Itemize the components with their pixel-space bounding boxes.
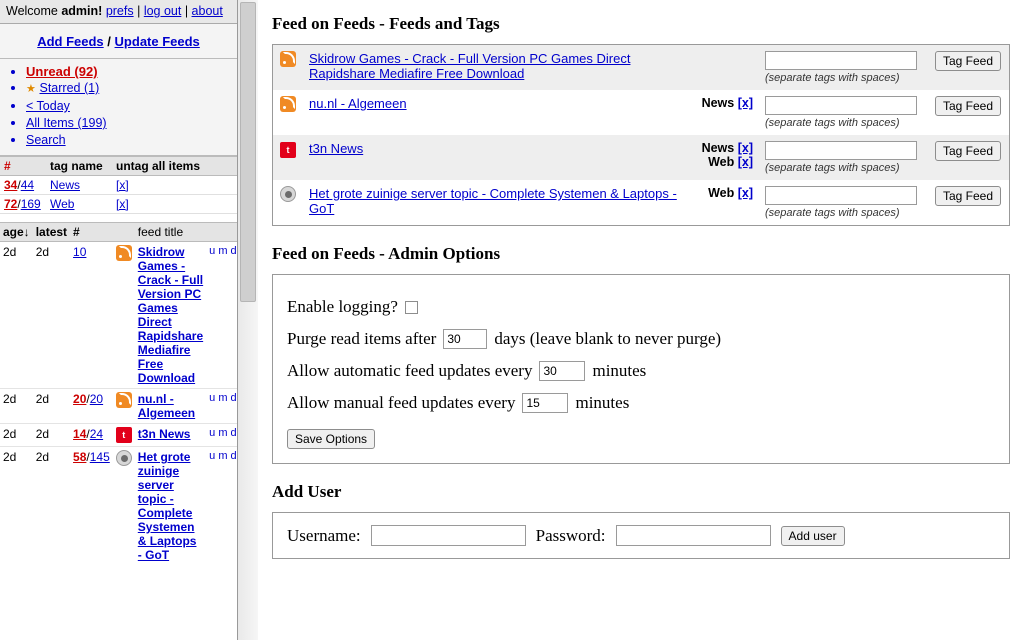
tag-hint: (separate tags with spaces)	[765, 117, 900, 129]
feed-age: 2d	[0, 389, 33, 424]
prefs-link[interactable]: prefs	[105, 4, 134, 18]
feed-latest: 2d	[33, 242, 70, 389]
feed-title	[135, 389, 206, 424]
sidebar-item-unread[interactable]	[26, 64, 237, 79]
feed-tag-remove[interactable]: [x]	[737, 186, 753, 200]
auto-update-row	[287, 361, 995, 381]
welcome-username: admin!	[61, 4, 103, 18]
tag-name-link[interactable]: News	[50, 178, 81, 192]
tag-hint: (separate tags with spaces)	[765, 162, 900, 174]
welcome-bar: Welcome admin! prefs | log out | about	[0, 0, 237, 24]
sidebar-item-unread-label[interactable]: Unread (92)	[26, 64, 98, 79]
admin-options-title: Feed on Feeds - Admin Options	[272, 244, 501, 263]
feed-title	[303, 45, 696, 90]
username-label: Username:	[287, 525, 361, 545]
password-input[interactable]	[616, 525, 771, 546]
add-feeds-link[interactable]: Add Feeds	[37, 34, 104, 49]
feed-total-count[interactable]: 20	[89, 392, 104, 406]
feed-tag-list	[696, 180, 759, 225]
sidebar-item-today[interactable]	[26, 98, 237, 114]
tag-name	[46, 195, 112, 214]
feed-title-link[interactable]: t3n News	[137, 427, 191, 441]
sidebar-item-all-items-label[interactable]: All Items (199)	[26, 116, 107, 130]
feed-counts: 58/145	[73, 450, 110, 464]
purge-row	[287, 329, 995, 349]
tag-input[interactable]	[765, 96, 917, 115]
tag-total-count[interactable]: 44	[20, 178, 35, 192]
feed-age: 2d	[3, 450, 17, 464]
enable-logging-label: Enable logging?	[287, 297, 398, 316]
scrollbar-thumb[interactable]	[240, 2, 256, 302]
tag-button-cell	[929, 135, 1009, 180]
feeds-col-actions	[206, 223, 238, 242]
feed-latest: 2d	[33, 424, 70, 447]
tags-table	[0, 156, 237, 214]
feed-title	[135, 424, 206, 447]
table-row	[0, 424, 238, 447]
feed-counts: 14/24	[70, 424, 113, 447]
tag-hint: (separate tags with spaces)	[765, 207, 900, 219]
feed-tag-remove[interactable]: [x]	[737, 155, 753, 169]
feed-unread-count[interactable]: 10	[73, 245, 87, 259]
sidebar-item-today-label[interactable]: < Today	[26, 99, 70, 113]
tag-input[interactable]	[765, 186, 917, 205]
purge-days-input[interactable]	[443, 329, 487, 349]
feed-total-count[interactable]: 24	[89, 427, 104, 441]
feed-actions[interactable]: u m d	[206, 424, 238, 447]
feed-age: 2d	[0, 424, 33, 447]
table-row	[0, 195, 237, 214]
auto-update-label-prefix: Allow automatic feed updates every	[287, 361, 533, 380]
enable-logging-row	[287, 297, 995, 317]
rss-icon	[116, 392, 132, 408]
feed-unread-count[interactable]: 20	[73, 392, 87, 406]
t3n-icon: t	[116, 427, 132, 443]
feed-icon-cell	[113, 389, 135, 424]
sidebar-item-all-items[interactable]	[26, 115, 237, 131]
tag-input-cell	[759, 90, 929, 135]
tag-input-cell	[759, 180, 929, 225]
tag-button-cell	[929, 90, 1009, 135]
about-link[interactable]: about	[191, 4, 223, 18]
feed-counts	[70, 242, 113, 389]
auto-update-minutes-input[interactable]	[539, 361, 585, 381]
feed-title	[135, 447, 206, 566]
tag-feed-button[interactable]: Tag Feed	[935, 51, 1001, 71]
table-row	[273, 45, 1009, 90]
add-user-panel	[272, 512, 1010, 559]
tags-table-header	[0, 157, 237, 176]
add-user-button[interactable]: Add user	[781, 526, 845, 546]
sidebar-item-search[interactable]	[26, 132, 237, 148]
feed-tag-list	[696, 45, 759, 90]
table-row	[0, 389, 238, 424]
t3n-icon: t	[280, 142, 296, 158]
tag-button-cell	[929, 45, 1009, 90]
feeds-and-tags-title: Feed on Feeds - Feeds and Tags	[272, 14, 500, 33]
tag-counts: 72/169	[0, 195, 46, 214]
feed-actions[interactable]: u m d	[206, 389, 238, 424]
update-feeds-link[interactable]: Update Feeds	[114, 34, 200, 49]
feed-age: 2d	[0, 242, 33, 389]
feed-tag-name: News	[701, 141, 735, 155]
feed-icon-cell	[273, 90, 303, 135]
feed-title-link[interactable]: Skidrow Games - Crack - Full Version PC Games Direct Rapidshare Mediafire Free Download	[137, 245, 204, 385]
sidebar-nav	[0, 59, 237, 156]
feed-title-link[interactable]: Skidrow Games - Crack - Full Version PC Games Direct Rapidshare Mediafire Free Download	[309, 51, 631, 81]
tag-input[interactable]	[765, 141, 917, 160]
feed-title	[135, 242, 206, 389]
sidebar-item-starred[interactable]	[26, 80, 237, 97]
got-icon	[116, 450, 132, 466]
tags-col-count: #	[0, 157, 46, 176]
feed-title-link[interactable]: Het grote zuinige server topic - Complete Systemen & Laptops - GoT	[309, 186, 677, 216]
sidebar-scrollbar[interactable]	[238, 0, 258, 640]
feed-icon-cell	[273, 45, 303, 90]
sidebar-item-search-label[interactable]: Search	[26, 133, 66, 147]
auto-update-label-suffix: minutes	[592, 361, 647, 380]
tag-untag	[112, 195, 237, 214]
feed-tag-name: Web	[708, 186, 735, 200]
tag-untag-link[interactable]: [x]	[116, 197, 129, 211]
feeds-col-title[interactable]: feed title	[135, 223, 206, 242]
feed-actions[interactable]: u m d	[209, 450, 237, 462]
feed-title-link[interactable]: nu.nl - Algemeen	[309, 96, 407, 111]
feed-title-link[interactable]: t3n News	[309, 141, 364, 156]
logout-link[interactable]: log out	[143, 4, 182, 18]
feeds-table	[0, 222, 238, 565]
feed-tag-name: Web	[708, 155, 735, 169]
feed-actions[interactable]: u m d	[206, 242, 238, 389]
tag-button-cell	[929, 180, 1009, 225]
feed-icon-cell	[113, 447, 135, 566]
manual-update-label-prefix: Allow manual feed updates every	[287, 393, 516, 412]
save-options-button[interactable]: Save Options	[287, 429, 375, 449]
tags-col-name: tag name	[46, 157, 112, 176]
password-label: Password:	[535, 525, 606, 545]
add-update-feeds-bar	[0, 24, 237, 59]
table-row	[273, 135, 1009, 180]
feed-title-link[interactable]: Het grote zuinige server topic - Complete Systemen & Laptops - GoT	[137, 450, 197, 562]
feed-counts: 20/20	[70, 389, 113, 424]
got-icon	[280, 186, 296, 202]
table-row	[0, 242, 238, 389]
tag-counts: 34/44	[0, 176, 46, 195]
feed-tag-name: News	[701, 96, 735, 110]
feed-icon-cell	[113, 242, 135, 389]
feed-tag-list	[696, 90, 759, 135]
purge-label-prefix: Purge read items after	[287, 329, 437, 348]
tag-total-count[interactable]: 169	[20, 197, 41, 211]
tag-name-link[interactable]: Web	[50, 197, 75, 211]
table-row	[273, 90, 1009, 135]
tags-col-untag: untag all items	[112, 157, 237, 176]
manual-update-row	[287, 393, 995, 413]
manual-update-label-suffix: minutes	[575, 393, 630, 412]
rss-icon	[280, 96, 296, 112]
table-row	[0, 447, 238, 566]
feed-tag-remove[interactable]: [x]	[737, 96, 753, 110]
tag-name	[46, 176, 112, 195]
sidebar	[0, 0, 238, 640]
table-row	[0, 176, 237, 195]
main-content	[258, 0, 1024, 640]
tag-feed-button[interactable]: Tag Feed	[935, 186, 1001, 206]
tag-unread-count[interactable]: 34	[4, 178, 18, 192]
tag-untag	[112, 176, 237, 195]
table-row	[273, 180, 1009, 225]
rss-icon	[280, 51, 296, 67]
feed-latest: 2d	[35, 450, 50, 464]
feed-unread-count[interactable]: 14	[73, 427, 87, 441]
feed-title	[303, 90, 696, 135]
feed-tag-table	[273, 45, 1009, 225]
feeds-col-icon	[113, 223, 135, 242]
feed-tag-remove[interactable]: [x]	[737, 141, 753, 155]
feeds-table-header	[0, 223, 238, 242]
feed-tag-list	[696, 135, 759, 180]
feeds-col-age[interactable]: age↓	[0, 223, 33, 242]
tag-untag-link[interactable]: [x]	[116, 178, 129, 192]
feeds-and-tags-panel	[272, 44, 1010, 226]
feed-total-count[interactable]: 145	[89, 450, 110, 464]
feed-icon-cell	[273, 135, 303, 180]
tag-feed-button[interactable]: Tag Feed	[935, 96, 1001, 116]
feed-icon-cell	[273, 180, 303, 225]
feed-latest: 2d	[33, 389, 70, 424]
feed-unread-count[interactable]: 58	[73, 450, 87, 464]
sidebar-item-starred-label[interactable]: Starred (1)	[39, 81, 100, 95]
save-options-row	[287, 429, 995, 449]
tag-input-cell	[759, 45, 929, 90]
feeds-col-latest[interactable]: latest	[33, 223, 70, 242]
feed-icon-cell	[113, 424, 135, 447]
rss-icon	[116, 245, 132, 261]
link-separator: /	[107, 34, 111, 49]
welcome-text: Welcome	[6, 4, 62, 18]
admin-options-panel	[272, 274, 1010, 464]
feed-title	[303, 180, 696, 225]
tag-unread-count[interactable]: 72	[4, 197, 18, 211]
username-input[interactable]	[371, 525, 526, 546]
tag-input-cell	[759, 135, 929, 180]
star-icon: ★	[26, 83, 36, 95]
add-user-title: Add User	[272, 482, 342, 501]
feed-title-link[interactable]: nu.nl - Algemeen	[137, 392, 196, 420]
feeds-col-count[interactable]: #	[70, 223, 113, 242]
feed-title	[303, 135, 696, 180]
tag-hint: (separate tags with spaces)	[765, 72, 900, 84]
tag-input[interactable]	[765, 51, 917, 70]
manual-update-minutes-input[interactable]	[522, 393, 568, 413]
enable-logging-checkbox[interactable]	[405, 301, 418, 314]
purge-label-suffix: days (leave blank to never purge)	[494, 329, 722, 348]
tag-feed-button[interactable]: Tag Feed	[935, 141, 1001, 161]
